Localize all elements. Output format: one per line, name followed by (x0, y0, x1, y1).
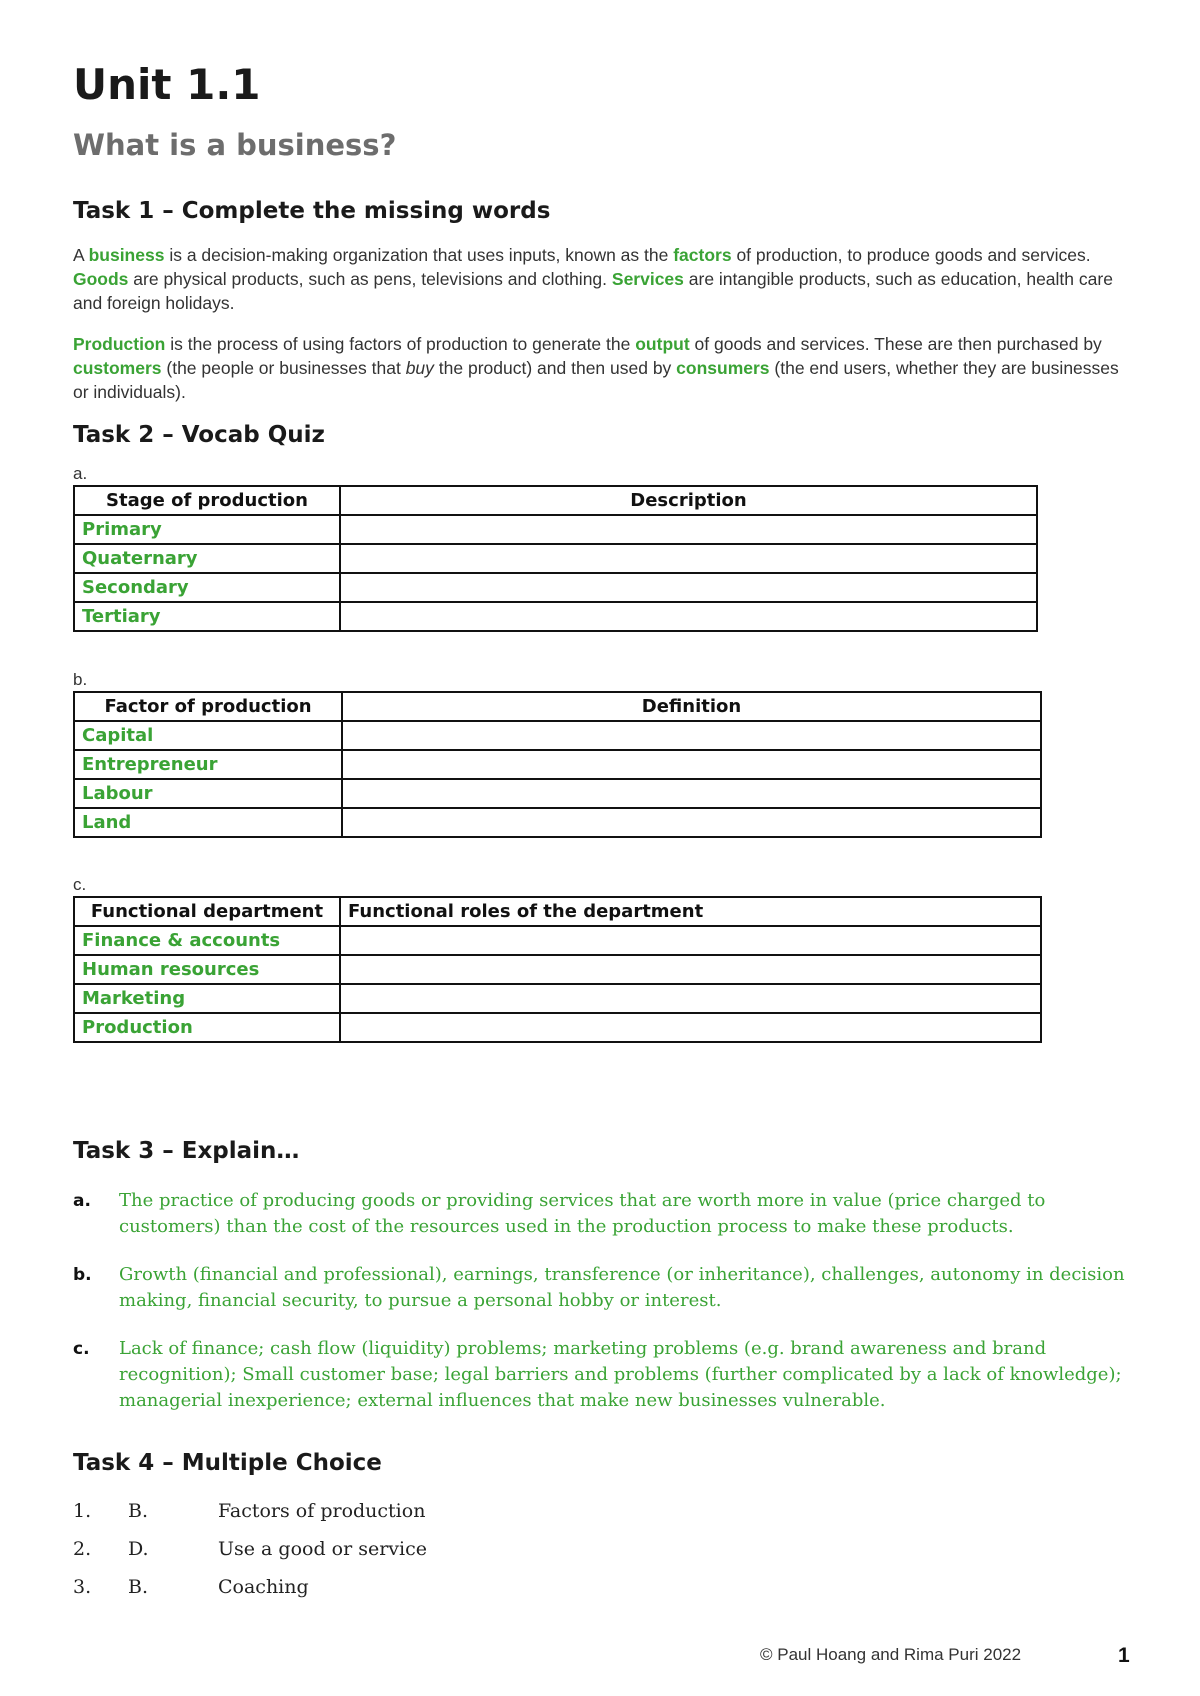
copyright-notice: © Paul Hoang and Rima Puri 2022 (760, 1645, 1022, 1664)
term-cell: Production (74, 1013, 340, 1042)
answer-cell[interactable] (342, 779, 1041, 808)
explain-item: a. The practice of producing goods or providing services that are worth more in value (price charged to customers) than the cost of the resources used in the production process to make these products. (73, 1190, 1046, 1237)
answer-cell[interactable] (342, 721, 1041, 750)
keyword: consumers (676, 358, 770, 378)
table-b-label: b. (73, 670, 88, 689)
task4-heading: Task 4 – Multiple Choice (73, 1450, 382, 1476)
stage-of-production-table (73, 485, 1038, 632)
answer-cell[interactable] (342, 750, 1041, 779)
table-row (74, 808, 1041, 837)
answer-cell[interactable] (340, 926, 1041, 955)
table-row (74, 750, 1041, 779)
page-number: 1 (1118, 1644, 1130, 1667)
table-header: Description (340, 486, 1037, 515)
keyword: Services (611, 269, 684, 289)
task1-paragraph-2: Production is the process of using factors of production to generate the output of goods and services. These are then purchased by customers (the people or businesses that buy the product) and then used by consumers (the end users, whether they are businesses or individuals). (73, 334, 1119, 402)
factor-of-production-table (73, 691, 1042, 838)
multiple-choice-list (73, 1500, 673, 1614)
explain-item: c. Lack of finance; cash flow (liquidity) problems; marketing problems (e.g. brand awareness and brand recognition); Small customer base; legal barriers and problems (further complicated by a lack of knowledge); managerial inexperience; external influences that make new businesses vulnerable. (73, 1338, 1122, 1411)
functional-department-table (73, 896, 1042, 1043)
table-row (74, 573, 1037, 602)
table-row (74, 984, 1041, 1013)
table-row (74, 544, 1037, 573)
keyword: customers (73, 358, 162, 378)
table-a-label: a. (73, 464, 88, 483)
task1-heading: Task 1 – Complete the missing words (73, 198, 551, 224)
list-item: 1. B. Factors of production (73, 1500, 426, 1522)
term-cell: Primary (74, 515, 340, 544)
table-header: Functional roles of the department (340, 897, 1041, 926)
term-cell: Tertiary (74, 602, 340, 631)
term-cell: Land (74, 808, 342, 837)
table-row (74, 515, 1037, 544)
answer-cell[interactable] (340, 573, 1037, 602)
answer-cell[interactable] (340, 1013, 1041, 1042)
answer-cell[interactable] (340, 602, 1037, 631)
table-header: Functional department (74, 897, 340, 926)
keyword: Production (73, 334, 166, 354)
answer-cell[interactable] (340, 544, 1037, 573)
term-cell: Marketing (74, 984, 340, 1013)
task1-paragraph-1: A business is a decision-making organization that uses inputs, known as the factors of production, to produce goods and services. Goods are physical products, such as pens, televisions and clothing. Services are intangible products, such as education, health care and foreign holidays. (73, 245, 1113, 313)
table-header: Stage of production (74, 486, 340, 515)
answer-cell[interactable] (340, 984, 1041, 1013)
table-c-label: c. (73, 875, 87, 894)
term-cell: Secondary (74, 573, 340, 602)
table-header: Definition (342, 692, 1041, 721)
table-row (74, 602, 1037, 631)
keyword: business (88, 245, 165, 265)
answer-cell[interactable] (340, 515, 1037, 544)
unit-subtitle: What is a business? (73, 128, 397, 163)
explain-list (73, 1188, 1133, 1436)
keyword: output (635, 334, 690, 354)
explain-item: b. Growth (financial and professional), earnings, transference (or inheritance), challenges, autonomy in decision making, financial security, to pursue a personal hobby or interest. (73, 1264, 1125, 1311)
task3-heading: Task 3 – Explain… (73, 1138, 300, 1164)
term-cell: Entrepreneur (74, 750, 342, 779)
table-header: Factor of production (74, 692, 342, 721)
task2-heading: Task 2 – Vocab Quiz (73, 422, 325, 448)
term-cell: Capital (74, 721, 342, 750)
table-row (74, 926, 1041, 955)
keyword: Goods (73, 269, 129, 289)
answer-cell[interactable] (340, 955, 1041, 984)
term-cell: Labour (74, 779, 342, 808)
answer-cell[interactable] (342, 808, 1041, 837)
term-cell: Quaternary (74, 544, 340, 573)
keyword: factors (673, 245, 732, 265)
table-row (74, 779, 1041, 808)
table-row (74, 721, 1041, 750)
table-row (74, 1013, 1041, 1042)
list-item: 3. B. Coaching (73, 1576, 309, 1598)
worksheet-page (73, 60, 1133, 1598)
term-cell: Human resources (74, 955, 340, 984)
table-row (74, 955, 1041, 984)
term-cell: Finance & accounts (74, 926, 340, 955)
list-item: 2. D. Use a good or service (73, 1538, 427, 1560)
unit-title: Unit 1.1 (73, 60, 261, 109)
